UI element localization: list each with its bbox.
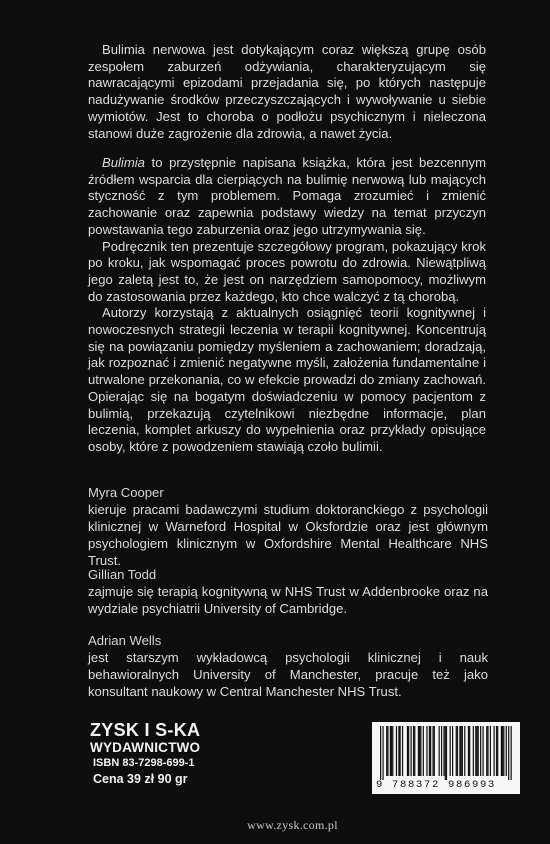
intro-text: Bulimia nerwowa jest dotykającym coraz większą grupę osób zespołem zaburzeń odżywiania, charakteryzującym się nawracającymi epizodami przejadania się, po których następuje nadużywanie środków przeczyszczających i wywoływanie u siebie wymiotów. Jest to choroba o podłożu psychicznym i nieleczona stanowi duże zagrożenie dla zdrowia, a nawet życia. [88, 42, 486, 141]
description-paragraph-2: Podręcznik ten prezentuje szczegółowy program, pokazujący krok po kroku, jak wspomagać proces powrotu do zdrowia. Niewątpliwą jego zaletą jest to, że jest on narzędziem samopomocy, możliwym do zastosowania przez każdego, kto chce walczyć z tą chorobą. [88, 238, 486, 304]
barcode-bars-icon [380, 726, 512, 780]
publisher-website: www.zysk.com.pl [247, 818, 338, 832]
description-section [88, 155, 486, 456]
price: Cena 39 zł 90 gr [93, 772, 188, 786]
isbn: ISBN 83-7298-699-1 [93, 757, 195, 769]
author-description: jest starszym wykładowcą psychologii klinicznej i nauk behawioralnych University of Manchester, pracuje też jako konsultant naukowy w Central Manchester NHS Trust. [88, 650, 488, 699]
description-paragraph-1-text: to przystępnie napisana książka, która jest bezcennym źródłem wsparcia dla cierpiących na bulimię nerwową lub mających styczność z tym problemem. Pomaga zrozumieć i zmienić zachowanie oraz zapewnia podstawy wiedzy na temat przyczyn powstawania tego zaburzenia oraz jego utrzymywania się. [88, 155, 486, 237]
intro-paragraph [88, 42, 486, 142]
description-paragraph-1 [88, 155, 486, 239]
author-name: Gillian Todd [88, 567, 157, 582]
publisher-subtitle: WYDAWNICTWO [90, 740, 201, 755]
author-bio-cooper [88, 484, 488, 569]
barcode-digits: 9 788372 986993 [376, 779, 497, 791]
author-bio-wells [88, 632, 488, 700]
author-description: kieruje pracami badawczymi studium doktoranckiego z psychologii klinicznej w Warneford Hospital w Oksfordzie oraz jest głównym psychologiem klinicznym w Oxfordshire Mental Healthcare NHS Trust. [88, 502, 488, 568]
description-paragraph-3: Autorzy korzystają z aktualnych osiągnięć teorii kognitywnej i nowoczesnych strategii leczenia w terapii kognitywnej. Koncentrują się na powiązaniu pomiędzy myśleniem a zachowaniem; doradzają, jak rozpoznać i zmienić negatywne myśli, założenia fundamentalne i utrwalone przekonania, co w efekcie prowadzi do zmiany zachowań. Opierając się na bogatym doświadczeniu w pomocy pacjentom z bulimią, przekazują czytelnikowi niezbędne informacje, plan leczenia, komplet arkuszy do wypełnienia oraz przykłady opisujące osoby, które z powodzeniem stawiają czoło bulimii. [88, 305, 486, 454]
book-title-inline: Bulimia [102, 155, 145, 170]
author-name: Myra Cooper [88, 485, 164, 500]
author-description: zajmuje się terapią kognitywną w NHS Trust w Addenbrooke oraz na wydziale psychiatrii University of Cambridge. [88, 584, 488, 616]
author-name: Adrian Wells [88, 633, 162, 648]
author-bio-todd [88, 566, 488, 617]
barcode [372, 722, 520, 794]
publisher-name: ZYSK I S-KA [90, 720, 201, 740]
publisher-block [90, 720, 240, 787]
